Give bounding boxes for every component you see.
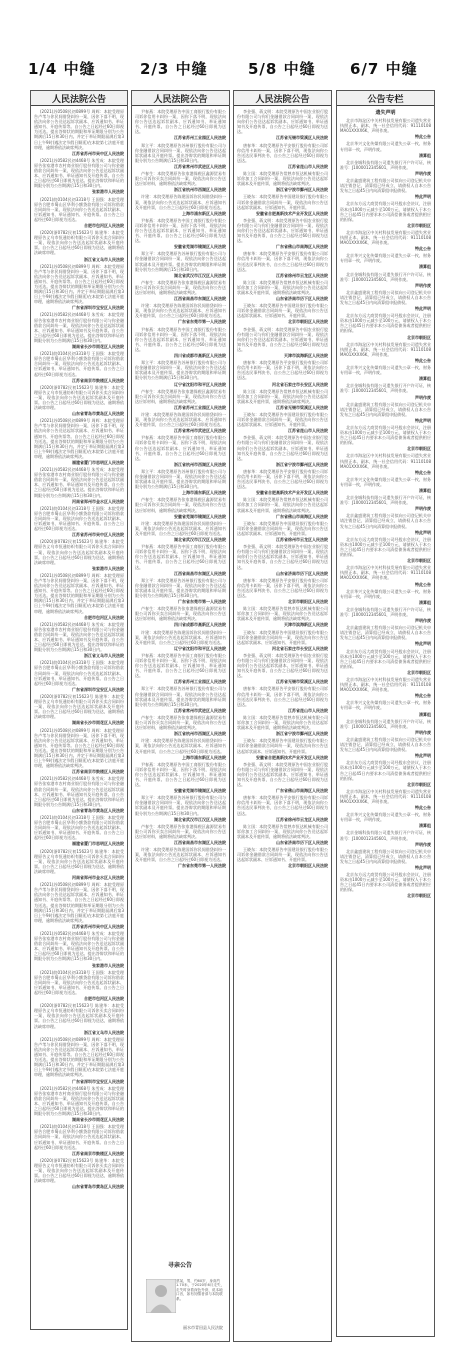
notice-signature: 福建省厦门市思明区人民法院 — [72, 460, 124, 465]
notice-signature: 江苏省常州市武进区人民法院 — [174, 428, 226, 434]
notice-signature: 上海市浦东新区人民法院 — [182, 754, 226, 760]
notice-signature: 天津市滨海新区人民法院 — [284, 353, 328, 359]
notice-paragraph: 许建：本院受理原告陈建国诉你民间借贷纠纷一案，现依法向你公告送达起诉状副本、应诉通知书及开庭传票，自公告之日起经过60日即视为送达。 — [135, 847, 226, 863]
notice-signature: 北京市朝阳区 — [407, 669, 431, 675]
notice-paragraph: (2021)苏0582民初4468号 朱雪成：本院受理原告张家港市农村商业银行股份有限公司与你金融借款合同纠纷一案，现依法向你公告送达起诉状副本、应诉通知书、举证通知书及开庭传票。自公告之日起经过60日即视为送达。提出答辩状和举证的期限分别为公告期满后15日和30日内。 — [34, 621, 124, 653]
notice-paragraph: 李金强、蒋文明：本院受理原告中国农业银行股份有限公司与你们金融借款合同纠纷一案，现依法向你们公告送达起诉状副本、应诉通知书、举证通知书及开庭传票，自公告之日起经过60日即视为送达。 — [237, 109, 328, 135]
notice-paragraph: (2020)浙0782民初15623号 陈建华：本院受理原告义乌市恒通纺织有限公司诉你买卖合同纠纷一案，现依法向你公告送达起诉状副本及开庭传票。自公告之日起经过60日即视为送达，逾期将依法缺席审理。 — [34, 693, 124, 720]
notice-paragraph: 陈立国：本院受理原告常熟市恒达机械有限公司诉你加工合同纠纷一案，现依法向你公告送达起诉状副本及开庭传票，逾期将依法缺席判决。 — [237, 279, 328, 295]
notice-paragraph: 陈立国：本院受理原告常熟市恒达机械有限公司诉你加工合同纠纷一案，现依法向你公告送达起诉状副本及开庭传票，逾期将依法缺席判决。 — [237, 714, 328, 731]
notice-paragraph: 王晓东：本院受理原告中国建设银行股份有限公司诉你金融借款合同纠纷一案，现依法向你公告送达起诉状副本、应诉通知书、开庭传票。 — [237, 520, 328, 536]
notice-signature: 合肥市包河区人民法院 — [84, 614, 124, 620]
notice-paragraph: 王晓东：本院受理原告中国建设银行股份有限公司诉你金融借款合同纠纷一案，现依法向你公告送达起诉状副本、应诉通知书、开庭传票。 — [237, 847, 328, 863]
newspaper-column-2 — [131, 90, 230, 1342]
notice-signature: 北京市朝阳区人民法院 — [288, 319, 328, 325]
notice-paragraph: 许建：本院受理原告陈建国诉你民间借贷纠纷一案，现依法向你公告送达起诉状副本、应诉通知书及开庭传票，自公告之日起经过60日即视为送达。 — [135, 520, 226, 536]
notice-signature: 特此公告 — [415, 805, 431, 811]
notice-paragraph: 北京金城科技有限公司遗失银行开户许可证，核准号：J1000012345601，声明作废。 — [340, 495, 431, 506]
notice-signature: 特此公告 — [415, 357, 431, 363]
notice-signature: 广东省佛山市南海区人民法院 — [276, 244, 328, 250]
notice-paragraph: 北京鑫盛建筑工程有限公司拟向公司登记机关申请注销登记，清算组已经成立，请债权人自本公告发布之日起45日内向清算组申报债权。 — [340, 513, 431, 529]
notice-paragraph: 尹春燕：本院受理原告中国工商银行股份有限公司诉你信用卡纠纷一案，因你下落不明，现依法向你公告送达起诉状副本、应诉通知书、举证通知书、开庭传票。自公告之日起经过60日即视为送达。 — [135, 217, 226, 244]
notice-signature: 声明作废 — [415, 170, 431, 176]
notice-signature: 安徽省芜湖市镜湖区人民法院 — [174, 513, 226, 519]
notice-paragraph: 李金强、蒋文明：本院受理原告中国农业银行股份有限公司与你们金融借款合同纠纷一案，现依法向你们公告送达起诉状副本、应诉通知书、举证通知书及开庭传票，自公告之日起经过60日即视为送达。 — [237, 544, 328, 570]
notice-paragraph: (2020)浙0782民初15623号 陈建华：本院受理原告义乌市恒通纺织有限公司诉你买卖合同纠纷一案，现依法向你公告送达起诉状副本及开庭传票。自公告之日起经过60日即视为送达，逾期将依法缺席审理。 — [34, 384, 124, 411]
notice-signature: 特此公告 — [415, 469, 431, 475]
notice-signature: 广东省深圳市宝安区人民法院 — [72, 686, 124, 692]
notice-paragraph: (2020)浙0782民初15623号 陈建华：本院受理原告义乌市恒通纺织有限公司诉你买卖合同纠纷一案，现依法向你公告送达起诉状副本及开庭传票。自公告之日起经过60日即视为送达，逾期将依法缺席审理。 — [34, 539, 124, 565]
notice-paragraph: (2021)皖0104民初3318号 王国强：本院受理原告合肥市蜀山区华利小额贷款有限公司诉你借款合同纠纷一案，现依法向你公告送达起诉状副本、应诉通知书、举证通知书、开庭传票。自公告之日起经过60日即视为送达。 — [34, 196, 124, 222]
notice-paragraph: 北京市海淀区中关村科技发展有限公司遗失营业执照正本、副本，统一社会信用代码：91110108MA01XXXX6K，声明作废。 — [340, 341, 431, 357]
notice-signature: 河南省郑州市金水区人民法院 — [72, 498, 124, 504]
notice-paragraph: 北京市海淀区中关村科技发展有限公司遗失营业执照正本、副本，统一社会信用代码：91110108MA01XXXX6K，声明作废。 — [340, 565, 431, 581]
notice-paragraph: 尹春燕：本院受理原告中国工商银行股份有限公司诉你信用卡纠纷一案，因你下落不明，现依法向你公告送达起诉状副本、应诉通知书、举证通知书、开庭传票。自公告之日起经过60日即视为送达。 — [135, 109, 226, 135]
notice-paragraph: 北京鑫盛建筑工程有限公司拟向公司登记机关申请注销登记，清算组已经成立，请债权人自本公告发布之日起45日内向清算组申报债权。 — [340, 625, 431, 641]
notice-paragraph: 北京金城科技有限公司遗失银行开户许可证，核准号：J1000012345601，声明作废。 — [340, 271, 431, 282]
notice-signature: 湖南省长沙市雨花区人民法院 — [72, 344, 124, 350]
notice-paragraph: (2021)皖0104民初3318号 王国强：本院受理原告合肥市蜀山区华利小额贷款有限公司诉你借款合同纠纷一案，现依法向你公告送达起诉状副本、应诉通知书、举证通知书、开庭传票。自公告之日起经过60日即视为送达。 — [34, 351, 124, 377]
notice-paragraph: 尹春燕：本院受理原告中国工商银行股份有限公司诉你信用卡纠纷一案，因你下落不明，现依法向你公告送达起诉状副本、应诉通知书、举证通知书、开庭传票。自公告之日起经过60日即视为送达。 — [135, 326, 226, 352]
notice-paragraph: 唐春华：本院受理原告平安银行股份有限公司诉你信用卡纠纷一案，因你下落不明，现依法向你公告送达民事判决书，自公告之日起经过60日即视为送达。 — [237, 795, 328, 816]
masthead: 人民法院公告 — [31, 91, 127, 106]
notice-signature: 湖南省长沙市雨花区人民法院 — [72, 1117, 124, 1123]
column-text — [337, 106, 434, 899]
notice-paragraph: 卢春生：本院受理原告张家港保税区鑫源贸易有限公司诉你买卖合同纠纷一案，现依法向你公告送达应诉材料，逾期将依法缺席判决。 — [135, 606, 226, 622]
notice-paragraph: 北京市海淀区中关村科技发展有限公司遗失营业执照正本、副本，统一社会信用代码：91110108MA01XXXX6K，声明作废。 — [340, 677, 431, 693]
notice-signature: 天津市滨海新区人民法院 — [284, 622, 328, 628]
notice-paragraph: 北京东方远大商贸有限公司经股东会决议，注册资本由1000万元减少至100万元，请债权人于本公告之日起45日内要求本公司清偿债务或者提供相应的担保。 — [340, 872, 431, 893]
notice-paragraph: 唐春华：本院受理原告平安银行股份有限公司诉你信用卡纠纷一案，因你下落不明，现依法向你公告送达民事判决书，自公告之日起经过60日即视为送达。 — [237, 686, 328, 707]
notice-signature: 江苏省无锡市梁溪区人民法院 — [276, 135, 328, 141]
notice-signature: 张家港市人民法院 — [92, 962, 124, 968]
notice-signature: 山东省青岛市黄岛区人民法院 — [72, 807, 124, 813]
notice-paragraph: (2021)苏0508民初0899号 周辉：本院受理原告卢苇与你民间借贷纠纷一案，因你下落不明，现依法向你公告送达起诉状副本、应诉通知书、举证通知书、开庭传票等。自公告之日起经过60日即视为送达。提出答辩状的期限和举证期限分别为公告期满后15日和30日内。并定于举证期限届满后第3日上午9时(遇法定节假日顺延)在本院第七法庭开庭审理，逾期将依法缺席判决。 — [34, 727, 124, 769]
notice-paragraph: 唐春华：本院受理原告平安银行股份有限公司诉你信用卡纠纷一案，因你下落不明，现依法向你公告送达民事判决书，自公告之日起经过60日即视为送达。 — [237, 577, 328, 598]
notice-paragraph: 北京金城科技有限公司遗失银行开户许可证，核准号：J1000012345601，声明作废。 — [340, 830, 431, 841]
notice-signature: 浙江省宁波市鄞州区人民法院 — [276, 461, 328, 467]
notice-paragraph: 卢春生：本院受理原告张家港保税区鑫源贸易有限公司诉你买卖合同纠纷一案，现依法向你公告送达应诉材料，逾期将依法缺席判决。 — [135, 714, 226, 731]
notice-signature: 江苏省无锡市梁溪区人民法院 — [276, 404, 328, 410]
notice-paragraph: 陈立国：本院受理原告常熟市恒达机械有限公司诉你加工合同纠纷一案，现依法向你公告送达起诉状副本及开庭传票，逾期将依法缺席判决。 — [237, 388, 328, 404]
notice-signature: 安徽省合肥高新技术产业开发区人民法院 — [256, 210, 328, 216]
notice-signature: 江西省南昌市东湖区人民法院 — [174, 840, 226, 845]
notice-paragraph: (2020)浙0782民初15623号 陈建华：本院受理原告义乌市恒通纺织有限公司诉你买卖合同纠纷一案，现依法向你公告送达起诉状副本及开庭传票。自公告之日起经过60日即视为送达，逾期将依法缺席审理。 — [34, 1157, 124, 1184]
notice-paragraph: 尹春燕：本院受理原告中国工商银行股份有限公司诉你信用卡纠纷一案，因你下落不明，现依法向你公告送达起诉状副本、应诉通知书、举证通知书、开庭传票。自公告之日起经过60日即视为送达。 — [135, 544, 226, 570]
newspaper-column-4 — [336, 90, 435, 1337]
box-text: 蔡某，男，约60岁，身高约1.70米，于2020年6月走失，走失时身着深色外套，说本地口音，如有知情者请与本院联系。 — [176, 1278, 225, 1301]
notice-signature: 江苏省南京市鼓楼区人民法院 — [72, 377, 124, 383]
notice-paragraph: 郑立平：本院受理原告苏州银行股份有限公司与你金融借款合同纠纷一案，现依法向你公告送达起诉状副本及开庭传票。提出答辩状的期限和举证期限分别为公告期满后15日和30日内。 — [135, 686, 226, 707]
notice-paragraph: 北京华兴文化传媒有限公司遗失公章一枚、财务专用章一枚，声明作废。 — [340, 476, 431, 487]
notice-signature: 声明作废 — [415, 506, 431, 512]
column-text — [31, 106, 127, 1189]
notice-paragraph: 郑立平：本院受理原告苏州银行股份有限公司与你金融借款合同纠纷一案，现依法向你公告送达起诉状副本及开庭传票。提出答辩状的期限和举证期限分别为公告期满后15日和30日内。 — [135, 251, 226, 272]
notice-paragraph: 许建：本院受理原告陈建国诉你民间借贷纠纷一案，现依法向你公告送达起诉状副本、应诉通知书及开庭传票，自公告之日起经过60日即视为送达。 — [135, 194, 226, 210]
notice-signature: 浙江省杭州市西湖区人民法院 — [174, 461, 226, 467]
notice-signature: 湖南省长沙市雨花区人民法院 — [72, 720, 124, 726]
notice-signature: 北京市朝阳区 — [407, 781, 431, 787]
notice-paragraph: 北京华兴文化传媒有限公司遗失公章一枚、财务专用章一枚，声明作废。 — [340, 812, 431, 823]
notice-signature: 声明作废 — [415, 841, 431, 847]
notice-paragraph: (2021)皖0104民初3318号 王国强：本院受理原告合肥市蜀山区华利小额贷款有限公司诉你借款合同纠纷一案，现依法向你公告送达起诉状副本、应诉通知书、举证通知书、开庭传票。自公告之日起经过60日即视为送达。 — [34, 660, 124, 686]
notice-paragraph: 王晓东：本院受理原告中国建设银行股份有限公司诉你金融借款合同纠纷一案，现依法向你公告送达起诉状副本、应诉通知书、开庭传票。 — [237, 303, 328, 319]
notice-signature: 江苏省昆山市人民法院 — [288, 428, 328, 434]
notice-signature: 特此声明 — [415, 641, 431, 647]
notice-signature: 清算组 — [419, 711, 431, 717]
notice-signature: 特此声明 — [415, 865, 431, 870]
notice-paragraph: (2021)苏0508民初0899号 周辉：本院受理原告卢苇与你民间借贷纠纷一案，因你下落不明，现依法向你公告送达起诉状副本、应诉通知书、举证通知书、开庭传票等。自公告之日起经过60日即视为送达。提出答辩状的期限和举证期限分别为公告期满后15日和30日内。并定于举证期限届满后第3日上午9时(遇法定节假日顺延)在本院第七法庭开庭审理，逾期将依法缺席判决。 — [34, 418, 124, 459]
notice-signature: 江苏省昆山市人民法院 — [288, 707, 328, 713]
notice-signature: 清算组 — [419, 823, 431, 829]
notice-paragraph: 卢春生：本院受理原告张家港保税区鑫源贸易有限公司诉你买卖合同纠纷一案，现依法向你公告送达应诉材料，逾期将依法缺席判决。 — [135, 171, 226, 187]
notice-paragraph: 北京金城科技有限公司遗失银行开户许可证，核准号：J1000012345601，声明作废。 — [340, 383, 431, 394]
notice-signature: 广东省佛山市南海区人民法院 — [276, 788, 328, 794]
column-header-3: 5/8 中缝 — [248, 60, 316, 78]
notice-signature: 清算组 — [419, 599, 431, 605]
notice-signature: 广东省东莞市第一人民法院 — [178, 599, 226, 605]
notice-signature: 山东省青岛市黄岛区人民法院 — [72, 411, 124, 417]
notice-signature: 浙江省义乌市人民法院 — [84, 1029, 124, 1035]
notice-paragraph: 北京市海淀区中关村科技发展有限公司遗失营业执照正本、副本，统一社会信用代码：91110108MA01XXXX6K，声明作废。 — [340, 453, 431, 469]
notice-paragraph: 北京鑫盛建筑工程有限公司拟向公司登记机关申请注销登记，清算组已经成立，请债权人自本公告发布之日起45日内向清算组申报债权。 — [340, 848, 431, 864]
notice-signature: 张家港市人民法院 — [92, 565, 124, 571]
notice-paragraph: 李金强、蒋文明：本院受理原告中国农业银行股份有限公司与你们金融借款合同纠纷一案，现依法向你们公告送达起诉状副本、应诉通知书、举证通知书及开庭传票，自公告之日起经过60日即视为送达。 — [237, 761, 328, 788]
notice-signature: 广东省佛山市南海区人民法院 — [276, 513, 328, 519]
notice-paragraph: 李金强、蒋文明：本院受理原告中国农业银行股份有限公司与你们金融借款合同纠纷一案，现依法向你们公告送达起诉状副本、应诉通知书、举证通知书及开庭传票，自公告之日起经过60日即视为送达。 — [237, 652, 328, 679]
notice-paragraph: (2021)苏0508民初0899号 周辉：本院受理原告卢苇与你民间借贷纠纷一案，因你下落不明，现依法向你公告送达起诉状副本、应诉通知书、举证通知书、开庭传票等。自公告之日起经过60日即视为送达。提出答辩状的期限和举证期限分别为公告期满后15日和30日内。并定于举证期限届满后第3日上午9时(遇法定节假日顺延)在本院第七法庭开庭审理，逾期将依法缺席判决。 — [34, 1036, 124, 1078]
notice-paragraph: (2020)浙0782民初15623号 陈建华：本院受理原告义乌市恒通纺织有限公司诉你买卖合同纠纷一案，现依法向你公告送达起诉状副本及开庭传票。自公告之日起经过60日即视为送达，逾期将依法缺席审理。 — [34, 1003, 124, 1029]
notice-signature: 北京市朝阳区 — [407, 334, 431, 340]
notice-signature: 江苏省苏州市吴中区人民法院 — [72, 150, 124, 156]
column-text — [132, 106, 229, 1219]
newspaper-column-3 — [233, 90, 332, 1342]
notice-signature: 安徽省芜湖市镜湖区人民法院 — [174, 788, 226, 794]
notice-signature: 广东省东莞市第一人民法院 — [178, 319, 226, 325]
notice-paragraph: 郑立平：本院受理原告苏州银行股份有限公司与你金融借款合同纠纷一案，现依法向你公告送达起诉状副本及开庭传票。提出答辩状的期限和举证期限分别为公告期满后15日和30日内。 — [135, 577, 226, 598]
notice-paragraph: 卢春生：本院受理原告张家港保税区鑫源贸易有限公司诉你买卖合同纠纷一案，现依法向你公告送达应诉材料，逾期将依法缺席判决。 — [135, 388, 226, 404]
notice-paragraph: 许建：本院受理原告陈建国诉你民间借贷纠纷一案，现依法向你公告送达起诉状副本、应诉通知书及开庭传票，自公告之日起经过60日即视为送达。 — [135, 738, 226, 754]
notice-paragraph: 尹春燕：本院受理原告中国工商银行股份有限公司诉你信用卡纠纷一案，因你下落不明，现依法向你公告送达起诉状副本、应诉通知书、举证通知书、开庭传票。自公告之日起经过60日即视为送达。 — [135, 435, 226, 461]
notice-paragraph: 北京金城科技有限公司遗失银行开户许可证，核准号：J1000012345601，声明作废。 — [340, 718, 431, 729]
notice-paragraph: 尹春燕：本院受理原告中国工商银行股份有限公司诉你信用卡纠纷一案，因你下落不明，现依法向你公告送达起诉状副本、应诉通知书、举证通知书、开庭传票。自公告之日起经过60日即视为送达。 — [135, 761, 226, 788]
notice-signature: 江苏省徐州市云龙区人民法院 — [276, 816, 328, 822]
notice-signature: 清算组 — [419, 376, 431, 382]
notice-paragraph: 北京华兴文化传媒有限公司遗失公章一枚、财务专用章一枚，声明作废。 — [340, 588, 431, 599]
notice-paragraph: (2021)苏0508民初0899号 周辉：本院受理原告卢苇与你民间借贷纠纷一案，因你下落不明，现依法向你公告送达起诉状副本、应诉通知书、举证通知书、开庭传票等。自公告之日起经过60日即视为送达。提出答辩状的期限和举证期限分别为公告期满后15日和30日内。并定于举证期限届满后第3日上午9时(遇法定节假日顺延)在本院第七法庭开庭审理，逾期将依法缺席判决。 — [34, 109, 124, 150]
notice-signature: 浙江省义乌市人民法院 — [84, 653, 124, 659]
masthead: 公告专栏 — [337, 91, 434, 106]
notice-signature: 清算组 — [419, 264, 431, 270]
notice-signature: 江苏省苏州市吴中区人民法院 — [72, 532, 124, 538]
notice-signature: 广东省东莞市第一人民法院 — [178, 863, 226, 869]
notice-paragraph: 郑立平：本院受理原告苏州银行股份有限公司与你金融借款合同纠纷一案，现依法向你公告送达起诉状副本及开庭传票。提出答辩状的期限和举证期限分别为公告期满后15日和30日内。 — [135, 142, 226, 163]
notice-signature: 安徽省芜湖市镜湖区人民法院 — [174, 244, 226, 250]
notice-paragraph: 陈立国：本院受理原告常熟市恒达机械有限公司诉你加工合同纠纷一案，现依法向你公告送达起诉状副本及开庭传票，逾期将依法缺席判决。 — [237, 171, 328, 187]
notice-signature: 江苏省徐州市云龙区人民法院 — [276, 537, 328, 543]
notice-paragraph: (2021)苏0582民初4468号 朱雪成：本院受理原告张家港市农村商业银行股份有限公司与你金融借款合同纠纷一案，现依法向你公告送达起诉状副本、应诉通知书、举证通知书及开庭传票。自公告之日起经过60日即视为送达。提出答辩状和举证的期限分别为公告期满后15日和30日内。 — [34, 312, 124, 343]
notice-signature: 江苏省南京市鼓楼区人民法院 — [72, 769, 124, 775]
notice-signature: 河北省石家庄市长安区人民法院 — [272, 381, 328, 387]
notice-signature: 特此声明 — [415, 194, 431, 200]
notice-signature: 江苏省苏州工业园区人民法院 — [174, 679, 226, 685]
notice-signature: 江苏省无锡市梁溪区人民法院 — [276, 679, 328, 685]
notice-paragraph: 北京鑫盛建筑工程有限公司拟向公司登记机关申请注销登记，清算组已经成立，请债权人自本公告发布之日起45日内向清算组申报债权。 — [340, 401, 431, 417]
notice-signature: 山东省济南市历下区人民法院 — [276, 296, 328, 302]
notice-paragraph: 陈立国：本院受理原告常熟市恒达机械有限公司诉你加工合同纠纷一案，现依法向你公告送达起诉状副本及开庭传票，逾期将依法缺席判决。 — [237, 606, 328, 622]
notice-signature: 河北省石家庄市长安区人民法院 — [272, 645, 328, 651]
notice-signature: 辽宁省沈阳市和平区人民法院 — [174, 381, 226, 387]
notice-paragraph: (2021)皖0104民初3318号 王国强：本院受理原告合肥市蜀山区华利小额贷款有限公司诉你借款合同纠纷一案，现依法向你公告送达起诉状副本、应诉通知书、举证通知书、开庭传票。自公告之日起经过60日即视为送达。 — [34, 505, 124, 532]
masthead: 人民法院公告 — [234, 91, 331, 106]
notice-paragraph: 北京市海淀区中关村科技发展有限公司遗失营业执照正本、副本，统一社会信用代码：91110108MA01XXXX6K，声明作废。 — [340, 788, 431, 804]
notice-signature: 山东省济南市历下区人民法院 — [276, 570, 328, 576]
notice-paragraph: 陈立国：本院受理原告常熟市恒达机械有限公司诉你加工合同纠纷一案，现依法向你公告送达起诉状副本及开庭传票，逾期将依法缺席判决。 — [237, 823, 328, 839]
notice-signature: 北京市朝阳区 — [407, 446, 431, 452]
notice-signature: 北京市朝阳区 — [407, 222, 431, 228]
notice-paragraph: 北京东方远大商贸有限公司经股东会决议，注册资本由1000万元减少至100万元，请债权人于本公告之日起45日内要求本公司清偿债务或者提供相应的担保。 — [340, 313, 431, 334]
notice-paragraph: 唐春华：本院受理原告平安银行股份有限公司诉你信用卡纠纷一案，因你下落不明，现依法向你公告送达民事判决书，自公告之日起经过60日即视为送达。 — [237, 468, 328, 490]
section-title: 遗失声明 — [375, 110, 396, 116]
notice-paragraph: 北京华兴文化传媒有限公司遗失公章一枚、财务专用章一枚，声明作废。 — [340, 141, 431, 152]
notice-paragraph: 许建：本院受理原告陈建国诉你民间借贷纠纷一案，现依法向你公告送达起诉状副本、应诉通知书及开庭传票，自公告之日起经过60日即视为送达。 — [135, 303, 226, 319]
notice-paragraph: 北京东方远大商贸有限公司经股东会决议，注册资本由1000万元减少至100万元，请债权人于本公告之日起45日内要求本公司清偿债务或者提供相应的担保。 — [340, 201, 431, 222]
notice-signature: 北京市朝阳区人民法院 — [288, 863, 328, 869]
notice-signature: 广东省深圳市宝安区人民法院 — [72, 305, 124, 311]
notice-paragraph: 李金强、蒋文明：本院受理原告中国农业银行股份有限公司与你们金融借款合同纠纷一案，现依法向你们公告送达起诉状副本、应诉通知书、举证通知书及开庭传票，自公告之日起经过60日即视为送达。 — [237, 435, 328, 461]
notice-signature: 湖北省武汉市江汉区人民法院 — [174, 272, 226, 278]
notice-paragraph: 陈立国：本院受理原告常熟市恒达机械有限公司诉你加工合同纠纷一案，现依法向你公告送达起诉状副本及开庭传票，逾期将依法缺席判决。 — [237, 497, 328, 513]
notice-signature: 江西省南昌市东湖区人民法院 — [174, 296, 226, 302]
notice-paragraph: 北京东方远大商贸有限公司经股东会决议，注册资本由1000万元减少至100万元，请债权人于本公告之日起45日内要求本公司清偿债务或者提供相应的担保。 — [340, 760, 431, 781]
notice-paragraph: (2021)苏0582民初4468号 朱雪成：本院受理原告张家港市农村商业银行股份有限公司与你金融借款合同纠纷一案，现依法向你公告送达起诉状副本、应诉通知书、举证通知书及开庭传票。自公告之日起经过60日即视为送达。提出答辩状和举证的期限分别为公告期满后15日和30日内。 — [34, 776, 124, 807]
notice-paragraph: 唐春华：本院受理原告平安银行股份有限公司诉你信用卡纠纷一案，因你下落不明，现依法向你公告送达民事判决书，自公告之日起经过60日即视为送达。 — [237, 360, 328, 381]
notice-paragraph: 北京东方远大商贸有限公司经股东会决议，注册资本由1000万元减少至100万元，请债权人于本公告之日起45日内要求本公司清偿债务或者提供相应的担保。 — [340, 424, 431, 446]
notice-signature: 河南省郑州市金水区人民法院 — [72, 875, 124, 881]
notice-paragraph: (2021)皖0104民初3318号 王国强：本院受理原告合肥市蜀山区华利小额贷款有限公司诉你借款合同纠纷一案，现依法向你公告送达起诉状副本、应诉通知书、举证通知书、开庭传票。自公告之日起经过60日即视为送达。 — [34, 1124, 124, 1150]
notice-paragraph: 郑立平：本院受理原告苏州银行股份有限公司与你金融借款合同纠纷一案，现依法向你公告送达起诉状副本及开庭传票。提出答辩状的期限和举证期限分别为公告期满后15日和30日内。 — [135, 795, 226, 816]
notice-signature: 山东省青岛市黄岛区人民法院 — [72, 1184, 124, 1190]
masthead: 人民法院公告 — [132, 91, 229, 106]
notice-paragraph: 卢春生：本院受理原告张家港保税区鑫源贸易有限公司诉你买卖合同纠纷一案，现依法向你公告送达应诉材料，逾期将依法缺席判决。 — [135, 497, 226, 513]
column-text — [234, 106, 331, 868]
notice-signature: 合肥市包河区人民法院 — [84, 222, 124, 228]
notice-paragraph: 尹春燕：本院受理原告中国工商银行股份有限公司诉你信用卡纠纷一案，因你下落不明，现依法向你公告送达起诉状副本、应诉通知书、举证通知书、开庭传票。自公告之日起经过60日即视为送达。 — [135, 652, 226, 679]
notice-signature: 江苏省常州市武进区人民法院 — [174, 707, 226, 713]
notice-paragraph: 王晓东：本院受理原告中国建设银行股份有限公司诉你金融借款合同纠纷一案，现依法向你公告送达起诉状副本、应诉通知书、开庭传票。 — [237, 194, 328, 210]
notice-paragraph: 北京市海淀区中关村科技发展有限公司遗失营业执照正本、副本，统一社会信用代码：91110108MA01XXXX6K，声明作废。 — [340, 118, 431, 134]
notice-signature: 四川省成都市高新区人民法院 — [174, 622, 226, 628]
notice-paragraph: (2021)苏0508民初0899号 周辉：本院受理原告卢苇与你民间借贷纠纷一案，因你下落不明，现依法向你公告送达起诉状副本、应诉通知书、举证通知书、开庭传票等。自公告之日起经过60日即视为送达。提出答辩状的期限和举证期限分别为公告期满后15日和30日内。并定于举证期限届满后第3日上午9时(遇法定节假日顺延)在本院第七法庭开庭审理，逾期将依法缺席判决。 — [34, 572, 124, 614]
box-signature: 丽水市青田县人民法院 — [183, 1325, 223, 1330]
notice-signature: 特此声明 — [415, 417, 431, 423]
notice-paragraph: 北京东方远大商贸有限公司经股东会决议，注册资本由1000万元减少至100万元，请债权人于本公告之日起45日内要求本公司清偿债务或者提供相应的担保。 — [340, 536, 431, 558]
column-header-4: 6/7 中缝 — [350, 60, 418, 78]
notice-signature: 江苏省南京市鼓楼区人民法院 — [72, 1150, 124, 1156]
notice-signature: 特此公告 — [415, 246, 431, 252]
notice-paragraph: 郑立平：本院受理原告苏州银行股份有限公司与你金融借款合同纠纷一案，现依法向你公告送达起诉状副本及开庭传票。提出答辩状的期限和举证期限分别为公告期满后15日和30日内。 — [135, 468, 226, 490]
notice-paragraph: 王晓东：本院受理原告中国建设银行股份有限公司诉你金融借款合同纠纷一案，现依法向你公告送达起诉状副本、应诉通知书、开庭传票。 — [237, 629, 328, 645]
notice-signature: 声明作废 — [415, 618, 431, 624]
notice-signature: 声明作废 — [415, 394, 431, 400]
notice-signature: 清算组 — [419, 152, 431, 158]
newspaper-column-1 — [30, 90, 128, 1330]
notice-paragraph: 北京鑫盛建筑工程有限公司拟向公司登记机关申请注销登记，清算组已经成立，请债权人自本公告发布之日起45日内向清算组申报债权。 — [340, 178, 431, 194]
notice-signature: 安徽省合肥高新技术产业开发区人民法院 — [256, 490, 328, 496]
notice-paragraph: 北京鑫盛建筑工程有限公司拟向公司登记机关申请注销登记，清算组已经成立，请债权人自本公告发布之日起45日内向清算组申报债权。 — [340, 289, 431, 305]
box-title: 寻亲公告 — [168, 1262, 193, 1269]
notice-paragraph: (2021)苏0582民初4468号 朱雪成：本院受理原告张家港市农村商业银行股份有限公司与你金融借款合同纠纷一案，现依法向你公告送达起诉状副本、应诉通知书、举证通知书及开庭传票。自公告之日起经过60日即视为送达。提出答辩状和举证的期限分别为公告期满后15日和30日内。 — [34, 467, 124, 498]
notice-paragraph: (2021)苏0582民初4468号 朱雪成：本院受理原告张家港市农村商业银行股份有限公司与你金融借款合同纠纷一案，现依法向你公告送达起诉状副本、应诉通知书、举证通知书及开庭传票。自公告之日起经过60日即视为送达。提出答辩状和举证的期限分别为公告期满后15日和30日内。 — [34, 930, 124, 962]
notice-signature: 北京市朝阳区 — [407, 558, 431, 564]
notice-signature: 浙江省杭州市西湖区人民法院 — [174, 187, 226, 193]
notice-signature: 安徽省合肥高新技术产业开发区人民法院 — [256, 754, 328, 760]
notice-paragraph: 许建：本院受理原告陈建国诉你民间借贷纠纷一案，现依法向你公告送达起诉状副本、应诉通知书及开庭传票，自公告之日起经过60日即视为送达。 — [135, 629, 226, 645]
notice-signature: 浙江省宁波市鄞州区人民法院 — [276, 731, 328, 737]
notice-signature: 江苏省昆山市人民法院 — [288, 163, 328, 169]
notice-paragraph: (2020)浙0782民初15623号 陈建华：本院受理原告义乌市恒通纺织有限公司诉你买卖合同纠纷一案，现依法向你公告送达起诉状副本及开庭传票。自公告之日起经过60日即视为送达，逾期将依法缺席审理。 — [34, 848, 124, 874]
notice-paragraph: 王晓东：本院受理原告中国建设银行股份有限公司诉你金融借款合同纠纷一案，现依法向你公告送达起诉状副本、应诉通知书、开庭传票。 — [237, 411, 328, 428]
notice-paragraph: 唐春华：本院受理原告平安银行股份有限公司诉你信用卡纠纷一案，因你下落不明，现依法向你公告送达民事判决书，自公告之日起经过60日即视为送达。 — [237, 142, 328, 163]
notice-paragraph: 李金强、蒋文明：本院受理原告中国农业银行股份有限公司与你们金融借款合同纠纷一案，现依法向你们公告送达起诉状副本、应诉通知书、举证通知书及开庭传票，自公告之日起经过60日即视为送达。 — [237, 217, 328, 244]
notice-paragraph: (2021)苏0508民初0899号 周辉：本院受理原告卢苇与你民间借贷纠纷一案，因你下落不明，现依法向你公告送达起诉状副本、应诉通知书、举证通知书、开庭传票等。自公告之日起经过60日即视为送达。提出答辩状的期限和举证期限分别为公告期满后15日和30日内。并定于举证期限届满后第3日上午9时(遇法定节假日顺延)在本院第七法庭开庭审理，逾期将依法缺席判决。 — [34, 882, 124, 923]
notice-signature: 江苏省苏州工业园区人民法院 — [174, 135, 226, 141]
notice-signature: 北京市朝阳区人民法院 — [288, 599, 328, 605]
notice-paragraph: 北京华兴文化传媒有限公司遗失公章一枚、财务专用章一枚，声明作废。 — [340, 365, 431, 376]
notice-paragraph: 郑立平：本院受理原告苏州银行股份有限公司与你金融借款合同纠纷一案，现依法向你公告送达起诉状副本及开庭传票。提出答辩状的期限和举证期限分别为公告期满后15日和30日内。 — [135, 360, 226, 381]
notice-paragraph: (2021)皖0104民初3318号 王国强：本院受理原告合肥市蜀山区华利小额贷款有限公司诉你借款合同纠纷一案，现依法向你公告送达起诉状副本、应诉通知书、举证通知书、开庭传票。自公告之日起经过60日即视为送达。 — [34, 815, 124, 841]
notice-signature: 声明作废 — [415, 282, 431, 288]
notice-signature: 湖北省武汉市江汉区人民法院 — [174, 537, 226, 543]
column-header-2: 2/3 中缝 — [140, 60, 208, 78]
notice-signature: 特此声明 — [415, 306, 431, 312]
notice-paragraph: 王晓东：本院受理原告中国建设银行股份有限公司诉你金融借款合同纠纷一案，现依法向你公告送达起诉状副本、应诉通知书、开庭传票。 — [237, 738, 328, 754]
notice-signature: 江苏省苏州工业园区人民法院 — [174, 404, 226, 410]
notice-signature: 山东省济南市历下区人民法院 — [276, 840, 328, 845]
notice-signature: 特此公告 — [415, 581, 431, 587]
notice-signature: 湖北省武汉市江汉区人民法院 — [174, 816, 226, 822]
notice-paragraph: 唐春华：本院受理原告平安银行股份有限公司诉你信用卡纠纷一案，因你下落不明，现依法向你公告送达民事判决书，自公告之日起经过60日即视为送达。 — [237, 251, 328, 272]
notice-signature: 浙江省宁波市鄞州区人民法院 — [276, 187, 328, 193]
notice-paragraph: (2021)苏0582民初4468号 朱雪成：本院受理原告张家港市农村商业银行股份有限公司与你金融借款合同纠纷一案，现依法向你公告送达起诉状副本、应诉通知书、举证通知书及开庭传票。自公告之日起经过60日即视为送达。提出答辩状和举证的期限分别为公告期满后15日和30日内。 — [34, 157, 124, 189]
notice-signature: 特此声明 — [415, 753, 431, 759]
notice-signature: 广东省深圳市宝安区人民法院 — [72, 1078, 124, 1084]
notice-signature: 辽宁省沈阳市和平区人民法院 — [174, 645, 226, 651]
notice-signature: 张家港市人民法院 — [92, 189, 124, 195]
notice-paragraph: 北京东方远大商贸有限公司经股东会决议，注册资本由1000万元减少至100万元，请债权人于本公告之日起45日内要求本公司清偿债务或者提供相应的担保。 — [340, 648, 431, 669]
notice-signature: 江西省南昌市东湖区人民法院 — [174, 570, 226, 576]
notice-signature: 浙江省杭州市西湖区人民法院 — [174, 731, 226, 737]
notice-signature: 特此公告 — [415, 134, 431, 140]
notice-paragraph: 北京华兴文化传媒有限公司遗失公章一枚、财务专用章一枚，声明作废。 — [340, 700, 431, 711]
notice-paragraph: 卢春生：本院受理原告张家港保税区鑫源贸易有限公司诉你买卖合同纠纷一案，现依法向你公告送达应诉材料，逾期将依法缺席判决。 — [135, 279, 226, 295]
notice-signature: 特此声明 — [415, 529, 431, 535]
notice-signature: 合肥市包河区人民法院 — [84, 996, 124, 1002]
notice-paragraph: 北京华兴文化传媒有限公司遗失公章一枚、财务专用章一枚，声明作废。 — [340, 253, 431, 264]
notice-paragraph: 北京金城科技有限公司遗失银行开户许可证，核准号：J1000012345601，声明作废。 — [340, 159, 431, 170]
notice-signature: 声明作废 — [415, 729, 431, 735]
column-header-1: 1/4 中缝 — [28, 60, 96, 78]
notice-paragraph: 北京市海淀区中关村科技发展有限公司遗失营业执照正本、副本，统一社会信用代码：91110108MA01XXXX6K，声明作废。 — [340, 229, 431, 246]
notice-signature: 北京市朝阳区 — [407, 893, 431, 899]
notice-signature: 江苏省徐州市云龙区人民法院 — [276, 272, 328, 278]
notice-paragraph: 许建：本院受理原告陈建国诉你民间借贷纠纷一案，现依法向你公告送达起诉状副本、应诉通知书及开庭传票，自公告之日起经过60日即视为送达。 — [135, 411, 226, 428]
notice-signature: 江苏省苏州市吴中区人民法院 — [72, 923, 124, 929]
notice-signature: 特此公告 — [415, 693, 431, 699]
notice-paragraph: (2020)浙0782民初15623号 陈建华：本院受理原告义乌市恒通纺织有限公司诉你买卖合同纠纷一案，现依法向你公告送达起诉状副本及开庭传票。自公告之日起经过60日即视为送达，逾期将依法缺席审理。 — [34, 230, 124, 256]
notice-paragraph: (2021)苏0508民初0899号 周辉：本院受理原告卢苇与你民间借贷纠纷一案，因你下落不明，现依法向你公告送达起诉状副本、应诉通知书、举证通知书、开庭传票等。自公告之日起经过60日即视为送达。提出答辩状的期限和举证期限分别为公告期满后15日和30日内。并定于举证期限届满后第3日上午9时(遇法定节假日顺延)在本院第七法庭开庭审理，逾期将依法缺席判决。 — [34, 263, 124, 305]
notice-paragraph: 北京鑫盛建筑工程有限公司拟向公司登记机关申请注销登记，清算组已经成立，请债权人自本公告发布之日起45日内向清算组申报债权。 — [340, 736, 431, 753]
notice-signature: 清算组 — [419, 488, 431, 493]
notice-signature: 四川省成都市高新区人民法院 — [174, 353, 226, 359]
notice-paragraph: 卢春生：本院受理原告张家港保税区鑫源贸易有限公司诉你买卖合同纠纷一案，现依法向你公告送达应诉材料，逾期将依法缺席判决。 — [135, 823, 226, 839]
notice-signature: 上海市浦东新区人民法院 — [182, 210, 226, 216]
notice-paragraph: 北京金城科技有限公司遗失银行开户许可证，核准号：J1000012345601，声明作废。 — [340, 606, 431, 617]
notice-signature: 上海市浦东新区人民法院 — [182, 490, 226, 496]
notice-signature: 江苏省常州市武进区人民法院 — [174, 163, 226, 169]
notice-paragraph: (2021)苏0582民初4468号 朱雪成：本院受理原告张家港市农村商业银行股份有限公司与你金融借款合同纠纷一案，现依法向你公告送达起诉状副本、应诉通知书、举证通知书及开庭传票。自公告之日起经过60日即视为送达。提出答辩状和举证的期限分别为公告期满后15日和30日内。 — [34, 1085, 124, 1117]
notice-paragraph: (2021)皖0104民初3318号 王国强：本院受理原告合肥市蜀山区华利小额贷款有限公司诉你借款合同纠纷一案，现依法向你公告送达起诉状副本、应诉通知书、举证通知书、开庭传票。自公告之日起经过60日即视为送达。 — [34, 969, 124, 995]
notice-signature: 福建省厦门市思明区人民法院 — [72, 841, 124, 847]
notice-paragraph: 李金强、蒋文明：本院受理原告中国农业银行股份有限公司与你们金融借款合同纠纷一案，现依法向你们公告送达起诉状副本、应诉通知书、举证通知书及开庭传票，自公告之日起经过60日即视为送达。 — [237, 326, 328, 352]
notice-signature: 浙江省义乌市人民法院 — [84, 256, 124, 262]
